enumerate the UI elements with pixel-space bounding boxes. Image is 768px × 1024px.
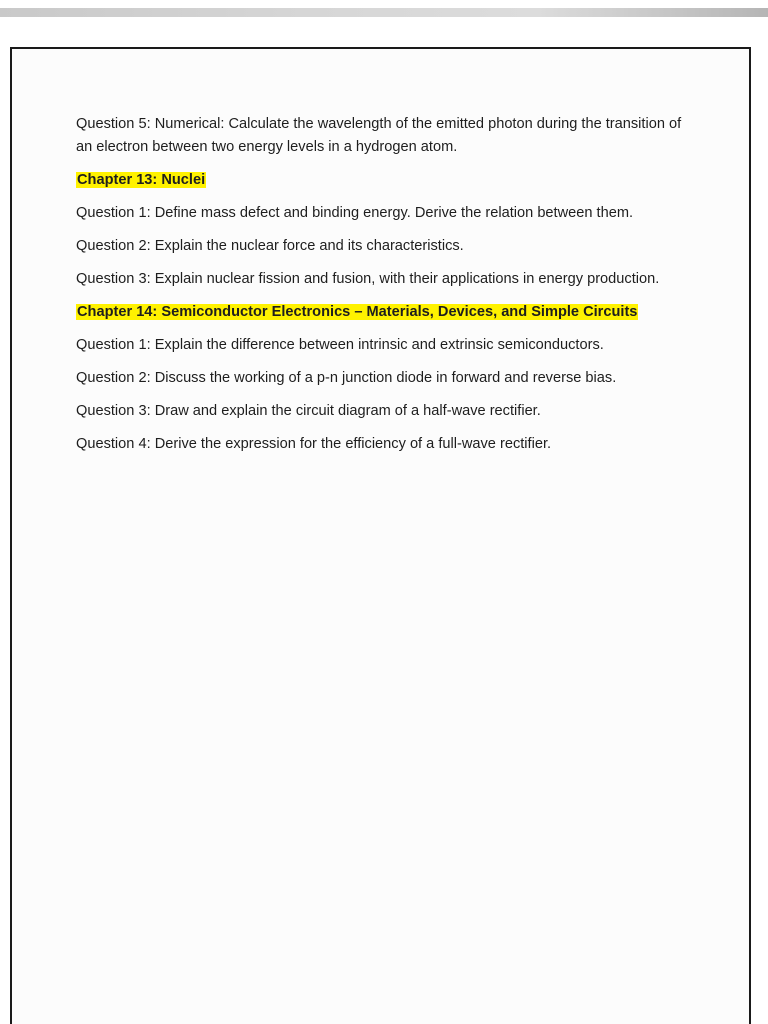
question-chapter13-q1: Question 1: Define mass defect and binding energy. Derive the relation between them. xyxy=(76,205,634,221)
question-chapter14-q1: Question 1: Explain the difference between intrinsic and extrinsic semiconductors. xyxy=(76,337,604,353)
question-chapter14-q3: Question 3: Draw and explain the circuit diagram of a half-wave rectifier. xyxy=(76,403,541,419)
chapter-13-highlight: Chapter 13: Nuclei xyxy=(77,172,206,188)
top-shadow-bar xyxy=(0,8,768,17)
chapter-13-heading xyxy=(76,169,696,192)
question-chapter14-q4: Question 4: Derive the expression for the efficiency of a full-wave rectifier. xyxy=(76,436,552,452)
question-chapter13-q2: Question 2: Explain the nuclear force and its characteristics. xyxy=(76,238,464,254)
document-page xyxy=(10,47,751,1024)
chapter-14-highlight: Chapter 14: Semiconductor Electronics – Materials, Devices, and Simple Circuits xyxy=(77,304,638,320)
question-chapter14-q2: Question 2: Discuss the working of a p-n junction diode in forward and reverse bias. xyxy=(76,370,617,386)
question-chapter12-q5: Question 5: Numerical: Calculate the wavelength of the emitted photon during the transition of an electron between two energy levels in a hydrogen atom. xyxy=(76,116,682,155)
chapter-14-heading xyxy=(76,301,696,324)
question-chapter13-q3: Question 3: Explain nuclear fission and fusion, with their applications in energy production. xyxy=(76,271,660,287)
document-content xyxy=(76,113,696,466)
